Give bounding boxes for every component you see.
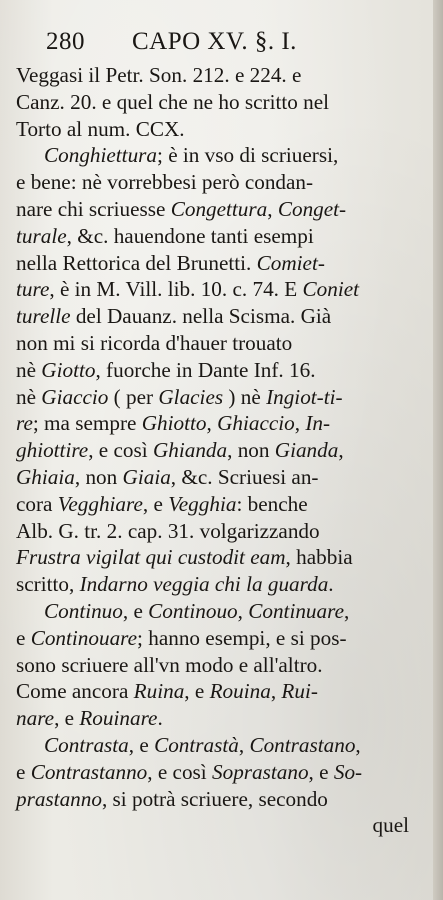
text-line (16, 250, 417, 277)
text-run: , (294, 411, 306, 436)
text-line (16, 142, 417, 169)
text-run: nella Rettorica del Brunetti. (16, 250, 257, 275)
text-run: , &c. Scriuesi an- (170, 464, 319, 489)
text-run: , e (142, 491, 169, 516)
italic-word: Contrastanno (30, 759, 148, 784)
text-line (16, 491, 417, 518)
page-header (16, 28, 417, 62)
text-run: , (270, 679, 282, 704)
italic-word: In- (305, 411, 331, 436)
text-line (16, 652, 417, 679)
italic-word: Frustra vigilat qui custodit eam (16, 545, 286, 570)
italic-word: Vegghiare (57, 491, 143, 516)
italic-word: Ghiotto (141, 411, 207, 436)
text-line (16, 732, 417, 759)
text-line (16, 89, 417, 116)
italic-word: Conget- (277, 196, 347, 221)
text-run: , (206, 411, 218, 436)
italic-word: Rui- (281, 679, 318, 704)
text-line (16, 303, 417, 330)
italic-word: Contrastano (249, 732, 356, 757)
text-line (16, 62, 417, 89)
italic-word: Coniet (302, 277, 360, 302)
text-run: , e (308, 759, 334, 784)
italic-word: Rouina (209, 679, 271, 704)
text-run: scritto, (16, 572, 80, 597)
text-run: , fuorche in Dante Inf. 16. (95, 357, 316, 382)
text-run: , è in M. Vill. lib. 10. c. 74. E (49, 277, 303, 302)
italic-word: Contrasta (44, 732, 129, 757)
italic-word: Gianda (274, 438, 339, 463)
text-run: , si potrà scriuere, secondo (101, 786, 328, 811)
italic-word: Comiet- (256, 250, 325, 275)
text-run: ; hanno esempi, e si pos- (137, 625, 347, 650)
text-run: , e così (147, 759, 212, 784)
text-run: , (355, 732, 361, 757)
text-run: Veggasi il Petr. Son. 212. e 224. e (16, 63, 302, 87)
italic-word: Ghianda (152, 438, 228, 463)
text-run: , e così (88, 438, 153, 463)
italic-word: Ingiot-ti- (266, 384, 343, 409)
text-run: , e (54, 706, 80, 731)
text-line (16, 759, 417, 786)
italic-word: Continouo (148, 598, 238, 623)
text-run: Torto al num. CCX. (16, 116, 185, 141)
text-run: nè (16, 384, 42, 409)
text-line (16, 571, 417, 598)
italic-word: Giaccio (41, 384, 109, 409)
text-run: , (237, 598, 249, 623)
text-run: sono scriuere all'vn modo e all'altro. (16, 652, 323, 677)
text-line (16, 330, 417, 357)
italic-word: ghiottire (16, 438, 89, 463)
text-run: , e (128, 732, 155, 757)
italic-word: Rouinare (79, 706, 158, 731)
text-run: , non (227, 438, 275, 463)
text-run: , (343, 598, 350, 623)
text-line (16, 357, 417, 384)
italic-word: Continouare (30, 625, 138, 650)
text-run: non mi si ricorda d'hauer trouato (16, 330, 293, 355)
text-run: . (328, 572, 334, 597)
text-run: cora (16, 491, 58, 516)
italic-word: Ruina (133, 679, 185, 704)
italic-word: So- (333, 759, 363, 784)
text-line (16, 223, 417, 250)
italic-word: Giotto (41, 357, 96, 382)
italic-word: Continuare (248, 598, 344, 623)
text-run: quel (372, 813, 409, 838)
text-run: ) nè (223, 384, 267, 409)
italic-word: Soprastano (212, 759, 309, 784)
italic-word: ture (16, 277, 50, 302)
text-run: Come ancora (16, 679, 134, 704)
text-line (16, 169, 417, 196)
body-text (16, 62, 417, 839)
text-line (16, 598, 417, 625)
text-run: , habbia (285, 545, 353, 570)
text-line (16, 196, 417, 223)
italic-word: Ghiaccio (217, 411, 295, 436)
text-run: . (157, 706, 163, 731)
text-run: e (16, 759, 31, 784)
text-run: del Dauanz. nella Scisma. Già (70, 304, 332, 329)
text-line (16, 437, 417, 464)
page-edge-shadow (433, 0, 443, 900)
text-line (16, 518, 417, 545)
italic-word: prastanno (16, 786, 102, 811)
text-line (16, 384, 417, 411)
italic-word: turelle (16, 304, 71, 329)
text-run: , e (184, 679, 210, 704)
text-run: , non (74, 464, 123, 489)
text-run: , (238, 732, 250, 757)
italic-word: Indarno veggia chi la guarda (79, 572, 329, 597)
text-run: nè (16, 357, 42, 382)
text-run: ( per (108, 384, 159, 409)
italic-word: Contrastà (154, 732, 239, 757)
text-line (16, 786, 417, 813)
text-line (16, 464, 417, 491)
italic-word: Congettura (170, 196, 268, 221)
catchword (16, 812, 417, 839)
italic-word: turale (16, 223, 67, 248)
text-line (16, 116, 417, 143)
text-run: Canz. 20. e quel che ne ho scritto nel (16, 89, 330, 114)
text-run: : benche (236, 491, 308, 516)
text-run: ; è in vso di scriuersi, (157, 143, 339, 168)
text-line (16, 544, 417, 571)
text-run: e (16, 625, 31, 650)
text-run: , e (122, 598, 149, 623)
text-line (16, 705, 417, 732)
text-line (16, 678, 417, 705)
italic-word: nare (16, 706, 55, 731)
text-run: ; ma sempre (32, 411, 142, 436)
page-number: 280 (46, 28, 85, 55)
text-run: , (267, 196, 278, 221)
text-run: , &c. hauendone tanti esempi (66, 223, 314, 248)
running-head: CAPO XV. §. I. (132, 28, 297, 55)
italic-word: Vegghia (168, 491, 237, 516)
text-run: , (338, 438, 344, 463)
text-run: Alb. G. tr. 2. cap. 31. volgarizzando (16, 518, 320, 543)
italic-word: Giaia (122, 464, 171, 489)
text-run: e bene: nè vorrebbesi però condan- (16, 170, 314, 195)
text-line (16, 410, 417, 437)
italic-word: re (16, 411, 33, 436)
text-line (16, 625, 417, 652)
italic-word: Glacies (158, 384, 224, 409)
italic-word: Ghiaia (16, 464, 75, 489)
text-line (16, 276, 417, 303)
text-run: nare chi scriuesse (16, 196, 171, 221)
italic-word: Continuo (44, 598, 123, 623)
italic-word: Conghiettura (44, 143, 158, 168)
